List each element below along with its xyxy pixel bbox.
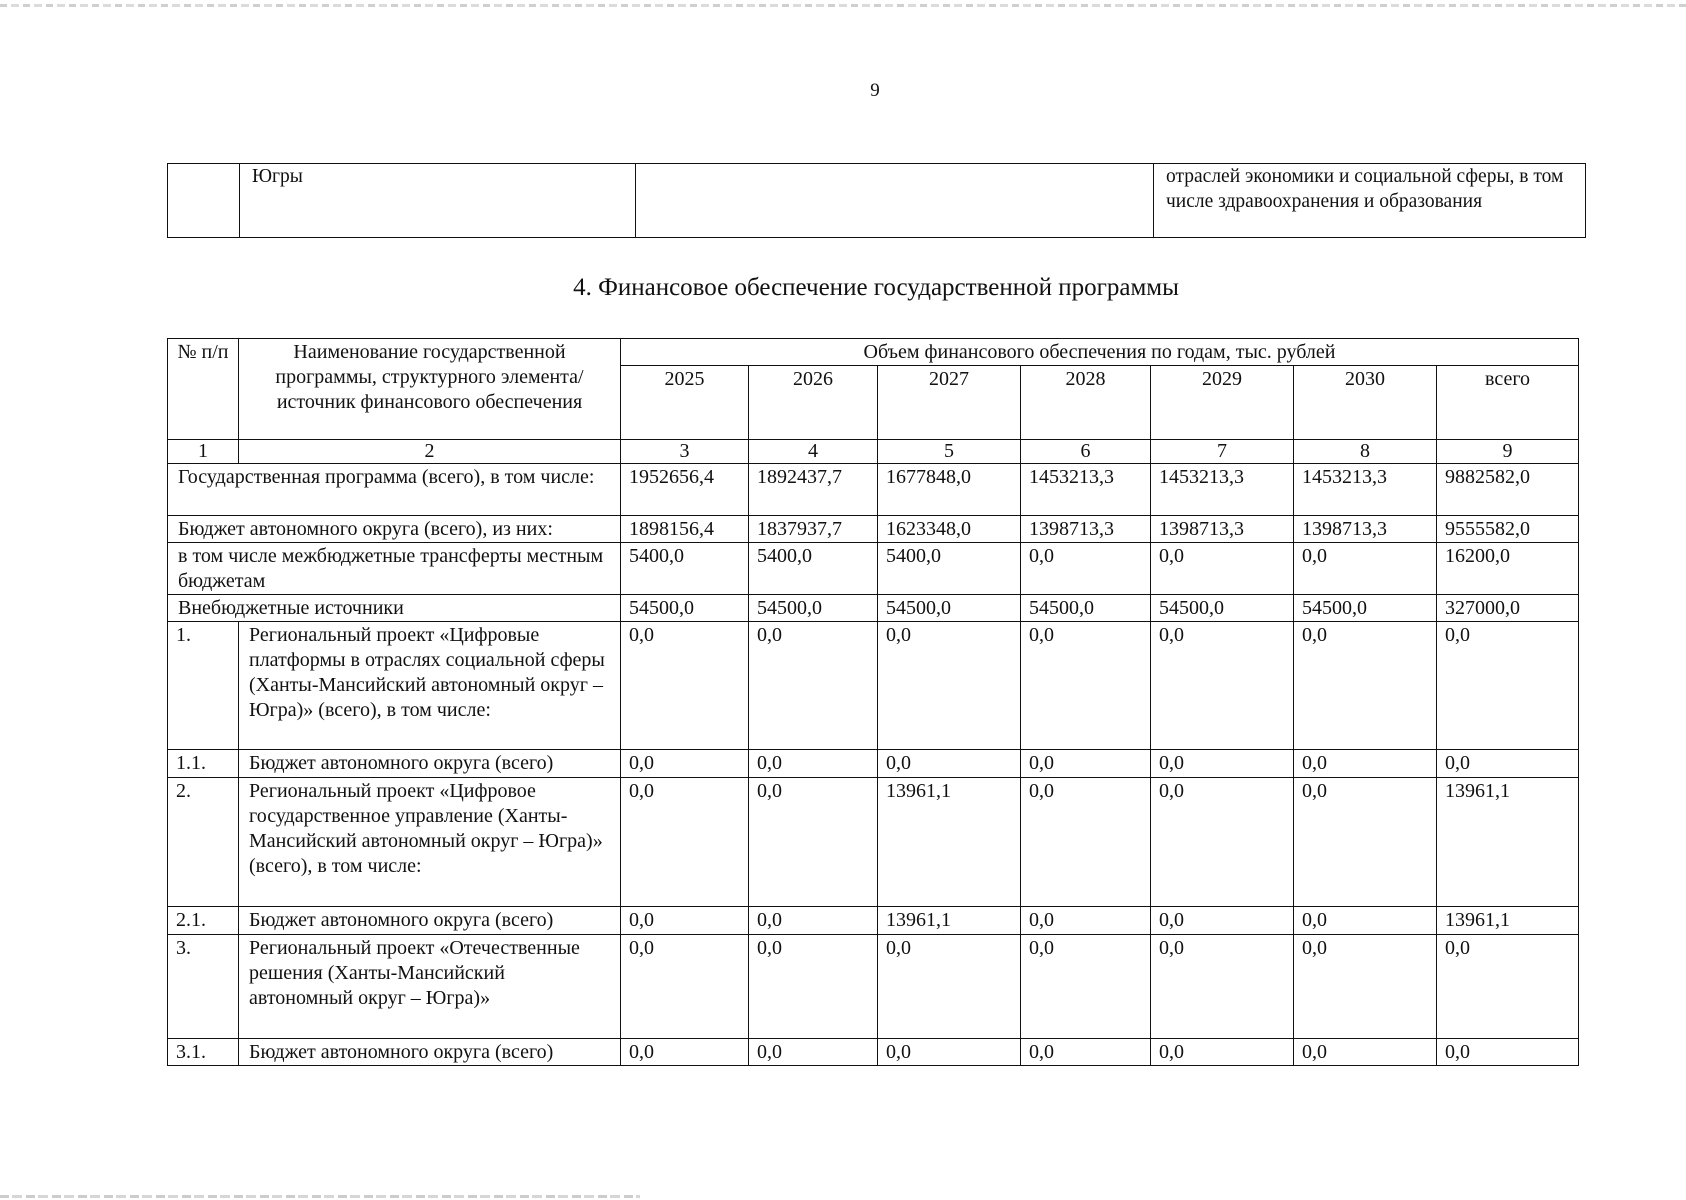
value-cell: 0,0 xyxy=(1021,622,1151,750)
value-cell: 0,0 xyxy=(1151,778,1294,907)
value-cell: 9882582,0 xyxy=(1437,464,1579,516)
row-label: Государственная программа (всего), в том числе: xyxy=(168,464,621,516)
index-cell: 2 xyxy=(239,440,621,464)
scan-artifact-bottom xyxy=(0,1195,640,1198)
value-cell: 54500,0 xyxy=(1021,595,1151,622)
index-cell: 6 xyxy=(1021,440,1151,464)
index-cell: 9 xyxy=(1437,440,1579,464)
header-year-2027: 2027 xyxy=(878,366,1021,440)
value-cell: 1453213,3 xyxy=(1294,464,1437,516)
value-cell: 0,0 xyxy=(878,750,1021,778)
row-label: Региональный проект «Цифровое государственное управление (Ханты-Мансийский автономный округ – Югра)» (всего), в том числе: xyxy=(239,778,621,907)
value-cell: 0,0 xyxy=(1021,1039,1151,1066)
value-cell: 13961,1 xyxy=(1437,778,1579,907)
row-number: 1.1. xyxy=(168,750,239,778)
index-cell: 3 xyxy=(621,440,749,464)
continuation-cell-num xyxy=(168,164,240,238)
value-cell: 0,0 xyxy=(1294,543,1437,595)
header-num: № п/п xyxy=(168,339,239,440)
row-label: Внебюджетные источники xyxy=(168,595,621,622)
value-cell: 5400,0 xyxy=(621,543,749,595)
scan-artifact-top xyxy=(0,4,1686,7)
value-cell: 54500,0 xyxy=(1294,595,1437,622)
value-cell: 1453213,3 xyxy=(1021,464,1151,516)
value-cell: 0,0 xyxy=(1294,622,1437,750)
value-cell: 0,0 xyxy=(1294,750,1437,778)
header-year-2025: 2025 xyxy=(621,366,749,440)
continuation-cell-empty xyxy=(636,164,1154,238)
value-cell: 0,0 xyxy=(878,935,1021,1039)
value-cell: 13961,1 xyxy=(1437,907,1579,935)
header-name: Наименование государственной программы, структурного элемента/источник финансового обеспечения xyxy=(239,339,621,440)
row-number: 3. xyxy=(168,935,239,1039)
value-cell: 0,0 xyxy=(621,1039,749,1066)
value-cell: 0,0 xyxy=(749,935,878,1039)
index-cell: 5 xyxy=(878,440,1021,464)
value-cell: 0,0 xyxy=(1021,750,1151,778)
value-cell: 1398713,3 xyxy=(1294,516,1437,543)
index-cell: 1 xyxy=(168,440,239,464)
value-cell: 0,0 xyxy=(1151,750,1294,778)
row-label: Бюджет автономного округа (всего) xyxy=(239,907,621,935)
row-number: 1. xyxy=(168,622,239,750)
value-cell: 5400,0 xyxy=(749,543,878,595)
value-cell: 1453213,3 xyxy=(1151,464,1294,516)
value-cell: 0,0 xyxy=(749,622,878,750)
row-label: Региональный проект «Отечественные решения (Ханты-Мансийский автономный округ – Югра)» xyxy=(239,935,621,1039)
value-cell: 0,0 xyxy=(621,622,749,750)
continuation-table xyxy=(167,163,1586,238)
value-cell: 54500,0 xyxy=(621,595,749,622)
row-label: Региональный проект «Цифровые платформы в отраслях социальной сферы (Ханты-Мансийский автономный округ – Югра)» (всего), в том числе: xyxy=(239,622,621,750)
value-cell: 1898156,4 xyxy=(621,516,749,543)
header-group: Объем финансового обеспечения по годам, тыс. рублей xyxy=(621,339,1579,366)
value-cell: 54500,0 xyxy=(1151,595,1294,622)
value-cell: 0,0 xyxy=(749,778,878,907)
value-cell: 9555582,0 xyxy=(1437,516,1579,543)
continuation-cell-description: отраслей экономики и социальной сферы, в том числе здравоохранения и образования xyxy=(1154,164,1586,238)
header-year-2026: 2026 xyxy=(749,366,878,440)
value-cell: 0,0 xyxy=(1437,750,1579,778)
row-number: 3.1. xyxy=(168,1039,239,1066)
value-cell: 54500,0 xyxy=(749,595,878,622)
row-label: Бюджет автономного округа (всего) xyxy=(239,1039,621,1066)
header-year-2030: 2030 xyxy=(1294,366,1437,440)
row-label: Бюджет автономного округа (всего) xyxy=(239,750,621,778)
value-cell: 0,0 xyxy=(1437,622,1579,750)
index-cell: 8 xyxy=(1294,440,1437,464)
value-cell: 0,0 xyxy=(1021,907,1151,935)
value-cell: 0,0 xyxy=(1021,543,1151,595)
continuation-cell-name: Югры xyxy=(240,164,636,238)
value-cell: 0,0 xyxy=(621,935,749,1039)
table-row-project-2-1 xyxy=(168,907,1579,935)
value-cell: 54500,0 xyxy=(878,595,1021,622)
value-cell: 0,0 xyxy=(878,622,1021,750)
row-number: 2. xyxy=(168,778,239,907)
value-cell: 0,0 xyxy=(749,1039,878,1066)
value-cell: 5400,0 xyxy=(878,543,1021,595)
value-cell: 0,0 xyxy=(1021,778,1151,907)
value-cell: 1837937,7 xyxy=(749,516,878,543)
value-cell: 0,0 xyxy=(621,778,749,907)
section-title: 4. Финансовое обеспечение государственной программы xyxy=(573,274,1179,301)
financing-table xyxy=(167,338,1579,1066)
row-number: 2.1. xyxy=(168,907,239,935)
table-row-project-1-1 xyxy=(168,750,1579,778)
value-cell: 0,0 xyxy=(1151,1039,1294,1066)
index-row xyxy=(168,440,1579,464)
table-row-transfers xyxy=(168,543,1579,595)
value-cell: 0,0 xyxy=(1151,622,1294,750)
value-cell: 13961,1 xyxy=(878,778,1021,907)
value-cell: 1623348,0 xyxy=(878,516,1021,543)
value-cell: 1677848,0 xyxy=(878,464,1021,516)
value-cell: 1952656,4 xyxy=(621,464,749,516)
header-total: всего xyxy=(1437,366,1579,440)
value-cell: 0,0 xyxy=(1437,935,1579,1039)
value-cell: 0,0 xyxy=(1437,1039,1579,1066)
table-row-project-2 xyxy=(168,778,1579,907)
table-row-extrabudget xyxy=(168,595,1579,622)
row-label: в том числе межбюджетные трансферты местным бюджетам xyxy=(168,543,621,595)
table-row-project-3-1 xyxy=(168,1039,1579,1066)
table-row-program-total xyxy=(168,464,1579,516)
value-cell: 1398713,3 xyxy=(1151,516,1294,543)
value-cell: 16200,0 xyxy=(1437,543,1579,595)
header-year-2028: 2028 xyxy=(1021,366,1151,440)
page-number: 9 xyxy=(870,80,880,101)
header-row-top xyxy=(168,339,1579,366)
value-cell: 0,0 xyxy=(1294,907,1437,935)
value-cell: 13961,1 xyxy=(878,907,1021,935)
table-row-project-1 xyxy=(168,622,1579,750)
row-label: Бюджет автономного округа (всего), из них: xyxy=(168,516,621,543)
value-cell: 1892437,7 xyxy=(749,464,878,516)
value-cell: 1398713,3 xyxy=(1021,516,1151,543)
header-year-2029: 2029 xyxy=(1151,366,1294,440)
value-cell: 0,0 xyxy=(1294,1039,1437,1066)
value-cell: 0,0 xyxy=(621,907,749,935)
value-cell: 0,0 xyxy=(1021,935,1151,1039)
value-cell: 0,0 xyxy=(1151,543,1294,595)
index-cell: 7 xyxy=(1151,440,1294,464)
value-cell: 0,0 xyxy=(1294,935,1437,1039)
value-cell: 0,0 xyxy=(749,750,878,778)
value-cell: 0,0 xyxy=(878,1039,1021,1066)
table-row-budget-total xyxy=(168,516,1579,543)
value-cell: 0,0 xyxy=(1151,935,1294,1039)
table-row-project-3 xyxy=(168,935,1579,1039)
continuation-row xyxy=(168,164,1586,238)
value-cell: 0,0 xyxy=(1294,778,1437,907)
index-cell: 4 xyxy=(749,440,878,464)
value-cell: 327000,0 xyxy=(1437,595,1579,622)
value-cell: 0,0 xyxy=(621,750,749,778)
value-cell: 0,0 xyxy=(1151,907,1294,935)
value-cell: 0,0 xyxy=(749,907,878,935)
